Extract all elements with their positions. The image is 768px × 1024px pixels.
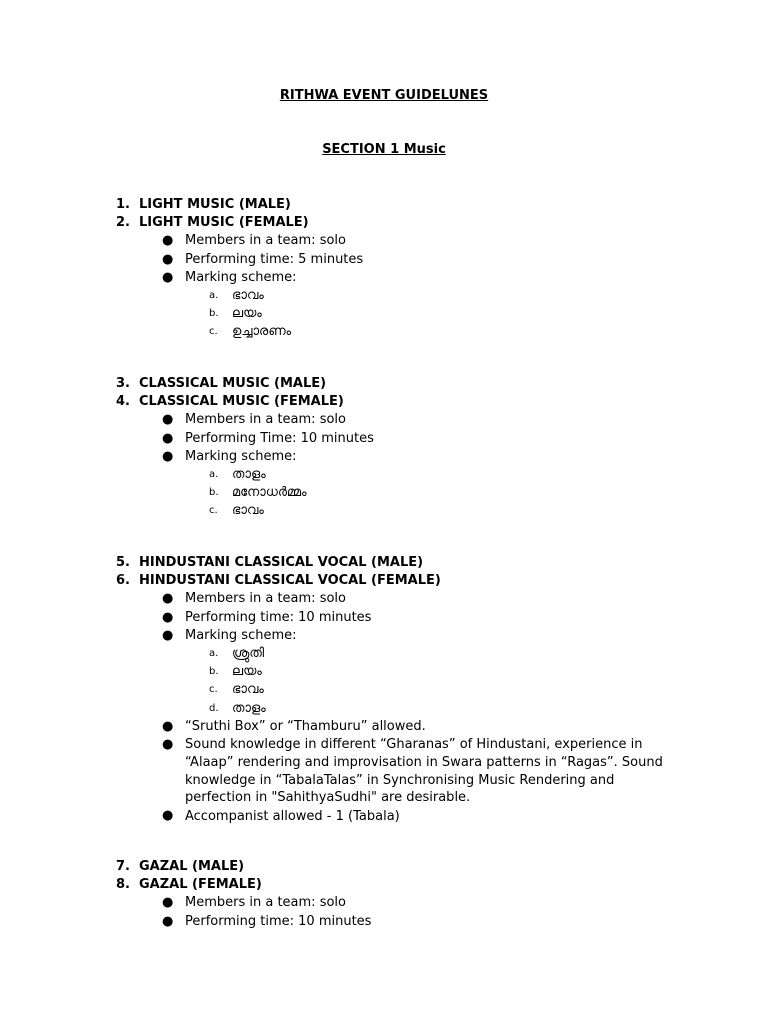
scheme-letter: b.: [209, 308, 219, 320]
scheme-item: [0, 502, 768, 520]
event-group-gazal: [0, 858, 768, 931]
bullet-text: Performing time: 10 minutes: [185, 913, 372, 929]
item-number: 3.: [116, 376, 130, 391]
item-title: LIGHT MUSIC (MALE): [139, 197, 291, 212]
bullet-icon: ●: [162, 430, 174, 446]
bullet-text: Members in a team: solo: [185, 591, 346, 607]
scheme-letter: c.: [209, 326, 218, 338]
scheme-text: ഭാവം: [232, 503, 264, 519]
scheme-letter: b.: [209, 487, 219, 499]
scheme-item: [0, 663, 768, 681]
bullet-icon: ●: [162, 895, 174, 911]
scheme-text: ശ്രുതി: [232, 645, 265, 661]
scheme-item: [0, 305, 768, 323]
bullet-icon: ●: [162, 448, 174, 464]
event-group-classical-music: [0, 375, 768, 521]
scheme-text: ലയം: [232, 306, 262, 322]
bullet-text: Marking scheme:: [185, 627, 297, 643]
bullet-icon: ●: [162, 913, 174, 929]
item-number: 7.: [116, 859, 130, 874]
event-group-light-music: [0, 196, 768, 342]
bullet-text: Performing time: 5 minutes: [185, 251, 364, 267]
scheme-item: [0, 681, 768, 699]
scheme-text: ലയം: [232, 664, 262, 680]
event-item: [0, 572, 768, 590]
item-number: 6.: [116, 573, 130, 589]
bullet-icon: ●: [162, 412, 174, 428]
bullet-text: Members in a team: solo: [185, 895, 346, 911]
item-number: 1.: [116, 197, 130, 212]
bullet-item: [0, 590, 768, 608]
scheme-letter: c.: [209, 684, 218, 696]
item-title: LIGHT MUSIC (FEMALE): [139, 215, 309, 231]
scheme-item: [0, 484, 768, 502]
bullet-icon: ●: [162, 591, 174, 607]
scheme-letter: a.: [209, 468, 219, 480]
bullet-text: “Sruthi Box” or “Thamburu” allowed.: [185, 719, 426, 735]
item-title: HINDUSTANI CLASSICAL VOCAL (FEMALE): [139, 573, 441, 589]
event-item: [0, 375, 768, 393]
bullet-item: [0, 430, 768, 448]
scheme-item: [0, 700, 768, 718]
item-number: 5.: [116, 555, 130, 570]
bullet-item: [0, 269, 768, 287]
bullet-text: Performing time: 10 minutes: [185, 609, 372, 625]
scheme-item: [0, 287, 768, 305]
bullet-icon: ●: [162, 737, 174, 753]
scheme-text: ഭാവം: [232, 287, 264, 303]
item-title: GAZAL (FEMALE): [139, 877, 262, 893]
bullet-icon: ●: [162, 251, 174, 267]
event-group-hindustani-vocal: [0, 554, 768, 826]
bullet-icon: ●: [162, 627, 174, 643]
item-title: HINDUSTANI CLASSICAL VOCAL (MALE): [139, 555, 424, 570]
scheme-letter: a.: [209, 647, 219, 659]
bullet-text: Members in a team: solo: [185, 412, 346, 428]
event-item: [0, 393, 768, 411]
bullet-text: Members in a team: solo: [185, 233, 346, 249]
bullet-icon: ●: [162, 718, 174, 734]
scheme-letter: b.: [209, 666, 219, 678]
item-title: CLASSICAL MUSIC (FEMALE): [139, 394, 344, 410]
bullet-icon: ●: [162, 609, 174, 625]
bullet-text: Marking scheme:: [185, 269, 297, 285]
bullet-item: [0, 894, 768, 912]
scheme-item: [0, 466, 768, 484]
item-number: 2.: [116, 215, 130, 231]
bullet-icon: ●: [162, 269, 174, 285]
bullet-item: [0, 627, 768, 645]
document-title: RITHWA EVENT GUIDELUNES: [279, 88, 489, 103]
scheme-item: [0, 645, 768, 663]
bullet-item: [0, 913, 768, 931]
scheme-text: താളം: [232, 466, 266, 482]
scheme-letter: a.: [209, 289, 219, 301]
bullet-text: Performing Time: 10 minutes: [185, 430, 374, 446]
bullet-text: Accompanist allowed - 1 (Tabala): [185, 808, 400, 824]
event-item: [0, 554, 768, 572]
bullet-icon: ●: [162, 808, 174, 824]
event-item: [0, 196, 768, 214]
bullet-item: [0, 609, 768, 627]
event-item: [0, 214, 768, 232]
event-item: [0, 858, 768, 876]
bullet-item: [0, 448, 768, 466]
bullet-icon: ●: [162, 233, 174, 249]
section-heading: SECTION 1 Music: [322, 142, 446, 157]
item-title: CLASSICAL MUSIC (MALE): [139, 376, 327, 391]
event-item: [0, 876, 768, 894]
bullet-item: [0, 232, 768, 250]
item-number: 8.: [116, 877, 130, 893]
bullet-item: [162, 736, 665, 807]
bullet-item: [0, 411, 768, 429]
bullet-item: [0, 251, 768, 269]
item-title: GAZAL (MALE): [139, 859, 245, 874]
bullet-item: [162, 718, 665, 736]
scheme-letter: c.: [209, 505, 218, 517]
scheme-letter: d.: [209, 702, 219, 714]
scheme-text: താളം: [232, 700, 266, 716]
scheme-text: മനോധർമ്മം: [232, 485, 307, 501]
bullet-text: Marking scheme:: [185, 448, 297, 464]
scheme-item: [0, 323, 768, 341]
scheme-text: ഭാവം: [232, 682, 264, 698]
item-number: 4.: [116, 394, 130, 410]
bullet-item: [162, 807, 665, 825]
scheme-text: ഉച്ചാരണം: [232, 324, 292, 340]
bullet-text: Sound knowledge in different “Gharanas” of Hindustani, experience in “Alaap” rendering and improvisation in Swara patterns in “Ragas”. Sound knowledge in “TabalaTalas” in Synchronising Music Rendering and perfection in "SahithyaSudhi" are desirable.: [185, 737, 663, 806]
